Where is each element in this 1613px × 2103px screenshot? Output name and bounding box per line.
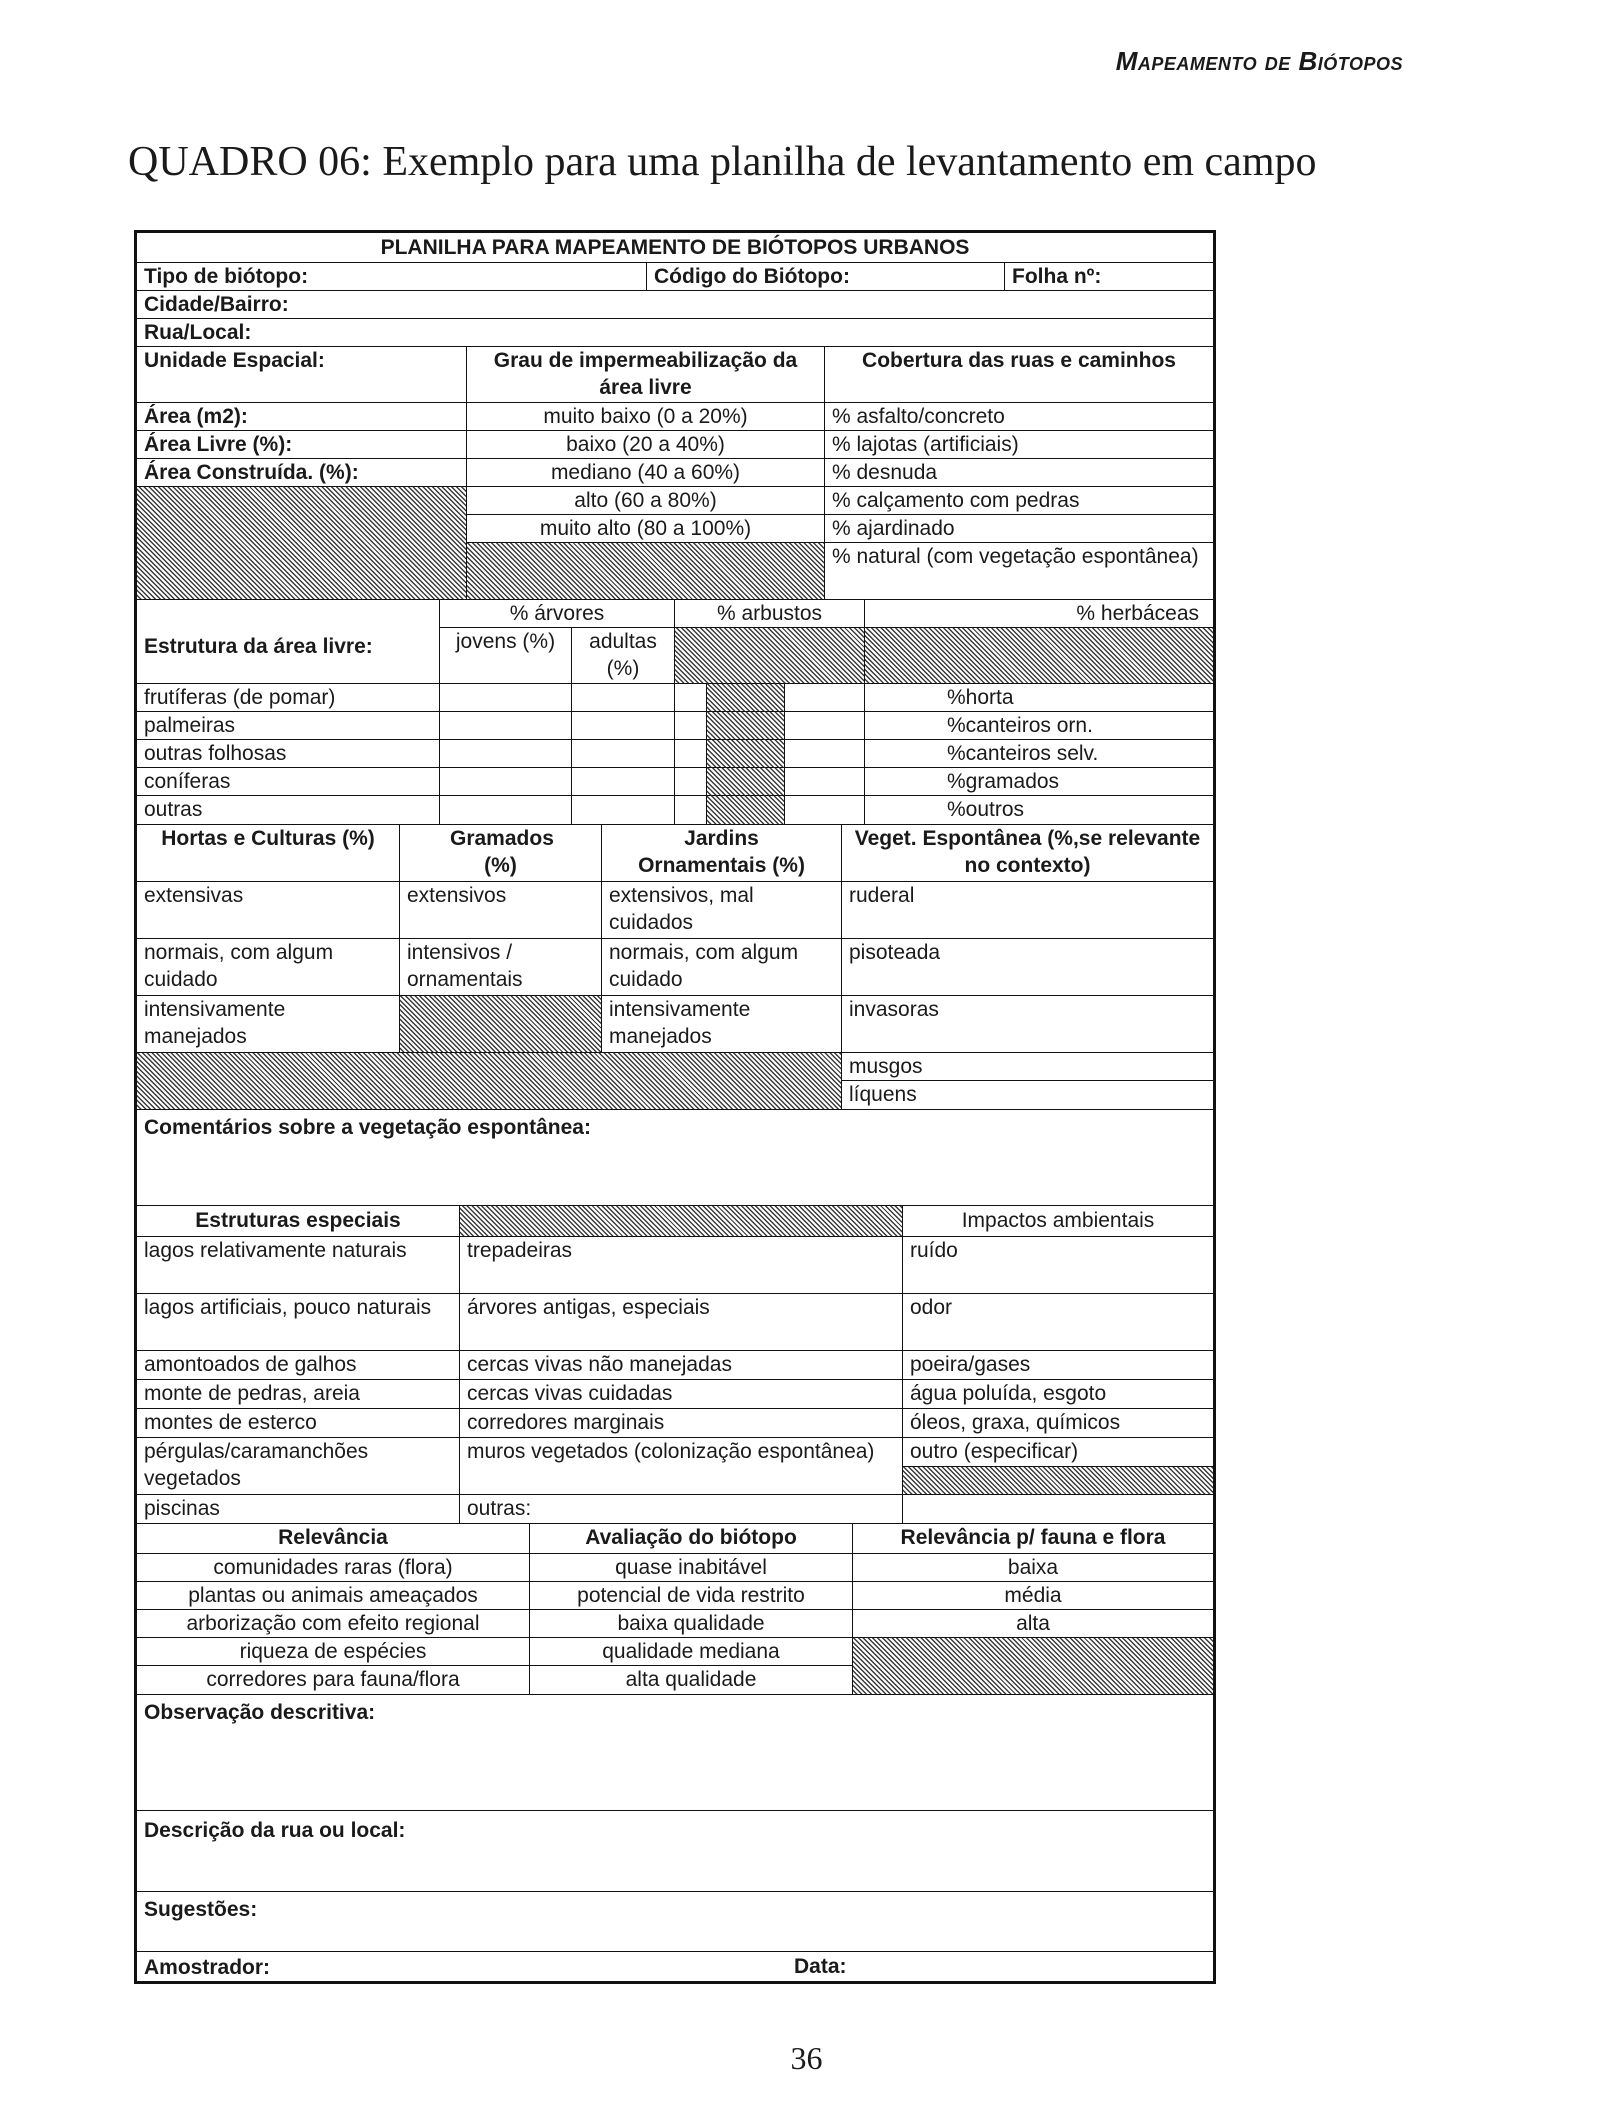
arbustos-col <box>675 684 865 824</box>
estruturas-row <box>137 1237 1213 1294</box>
estruturas-header: Estruturas especiais <box>137 1206 460 1236</box>
hortas-option[interactable]: intensivamente manejados <box>137 996 400 1052</box>
tipo-biotopo-field[interactable]: Tipo de biótopo: <box>137 263 647 290</box>
estruturas-row <box>137 1438 1213 1495</box>
herb-type: %gramados <box>865 768 1213 796</box>
avaliacao-option[interactable]: potencial de vida restrito <box>530 1582 852 1610</box>
fauna-option[interactable]: média <box>853 1582 1213 1610</box>
herbaceas-header <box>865 600 1213 683</box>
estrutura-option[interactable]: piscinas <box>137 1495 460 1523</box>
cobertura-option[interactable]: % desnuda <box>825 459 1213 487</box>
estruturas-row <box>137 1409 1213 1438</box>
arvores-header <box>440 600 675 683</box>
tipo-row <box>137 263 1213 291</box>
sugestoes-field[interactable]: Sugestões: <box>144 1898 258 1921</box>
gramados-option[interactable]: extensivos <box>400 882 602 938</box>
relevancia-option[interactable]: comunidades raras (flora) <box>137 1554 529 1582</box>
estrutura-option[interactable]: corredores marginais <box>460 1409 903 1437</box>
tree-types-col <box>137 684 440 824</box>
cidade-bairro-field[interactable]: Cidade/Bairro: <box>144 293 289 316</box>
musgos-col <box>842 1053 1213 1109</box>
fauna-col <box>853 1554 1213 1694</box>
unidade-col <box>137 347 467 599</box>
impacto-option[interactable]: água poluída, esgoto <box>910 1382 1107 1405</box>
cobertura-col <box>825 347 1213 599</box>
estruturas-row <box>137 1294 1213 1351</box>
vegetation-row <box>137 939 1213 996</box>
impacto-option[interactable]: ruído <box>910 1239 958 1262</box>
estrutura-header-row <box>137 600 1213 684</box>
jovens-cell[interactable] <box>440 768 571 796</box>
estrutura-rows <box>137 684 1213 825</box>
sugestoes-row <box>137 1892 1213 1952</box>
adultas-cell[interactable] <box>572 712 674 740</box>
relevancia-option[interactable]: arborização com efeito regional <box>137 1610 529 1638</box>
adultas-cell[interactable] <box>572 740 674 768</box>
relevancia-header: Relevância <box>137 1524 530 1553</box>
hortas-option[interactable]: extensivas <box>137 882 400 938</box>
observacao-row <box>137 1695 1213 1811</box>
adultas-cell[interactable] <box>572 684 674 712</box>
impacto-option[interactable]: óleos, graxa, químicos <box>910 1411 1121 1434</box>
tree-type: palmeiras <box>137 712 439 740</box>
grau-option[interactable]: muito alto (80 a 100%) <box>467 515 824 543</box>
fauna-hatch <box>853 1638 1213 1694</box>
amostrador-field[interactable]: Amostrador: <box>144 1956 271 1979</box>
estrutura-option[interactable]: cercas vivas não manejadas <box>460 1351 903 1379</box>
herb-type: %horta <box>865 684 1213 712</box>
cobertura-option[interactable]: % calçamento com pedras <box>825 487 1213 515</box>
impactos-hatch <box>903 1466 1213 1494</box>
arvores-label: % árvores <box>440 600 674 628</box>
avaliacao-option[interactable]: qualidade mediana <box>530 1638 852 1666</box>
jovens-label: jovens (%) <box>440 628 572 683</box>
tree-type: frutíferas (de pomar) <box>137 684 439 712</box>
estruturas-row <box>137 1351 1213 1380</box>
veget-option[interactable]: invasoras <box>849 998 939 1021</box>
estrutura-option[interactable]: trepadeiras <box>460 1237 903 1293</box>
avaliacao-option[interactable]: baixa qualidade <box>530 1610 852 1638</box>
jardins-option[interactable]: intensivamente manejados <box>602 996 842 1052</box>
hortas-header: Hortas e Culturas (%) <box>137 825 400 881</box>
herb-type: %canteiros orn. <box>865 712 1213 740</box>
cobertura-option[interactable]: % asfalto/concreto <box>825 403 1213 431</box>
estruturas-header-row <box>137 1206 1213 1237</box>
cobertura-option[interactable]: % ajardinado <box>825 515 1213 543</box>
relevancia-body <box>137 1554 1213 1695</box>
jovens-col[interactable] <box>440 684 572 824</box>
rua-row <box>137 319 1213 347</box>
area-livre-field[interactable]: Área Livre (%): <box>137 431 466 459</box>
estrutura-option[interactable]: monte de pedras, areia <box>137 1380 460 1408</box>
outras-field[interactable]: outras: <box>460 1495 903 1523</box>
avaliacao-col <box>530 1554 853 1694</box>
data-field[interactable]: Data: <box>794 1955 847 1978</box>
vegetation-row <box>137 882 1213 939</box>
grau-option[interactable]: baixo (20 a 40%) <box>467 431 824 459</box>
quadro-title: QUADRO 06: Exemplo para uma planilha de levantamento em campo <box>128 139 1317 185</box>
veget-option[interactable]: ruderal <box>849 884 915 907</box>
rua-local-field[interactable]: Rua/Local: <box>144 321 252 344</box>
estrutura-option[interactable]: lagos artificiais, pouco naturais <box>137 1294 460 1350</box>
estrutura-option[interactable]: lagos relativamente naturais <box>137 1237 460 1293</box>
estrutura-option[interactable]: muros vegetados (colonização espontânea) <box>460 1438 903 1494</box>
grau-option[interactable]: muito baixo (0 a 20%) <box>467 403 824 431</box>
fauna-header: Relevância p/ fauna e flora <box>900 1526 1166 1549</box>
folha-field[interactable]: Folha nº: <box>1012 265 1102 288</box>
tree-type: coníferas <box>137 768 439 796</box>
veget-header: Veget. Espontânea (%,se relevante no contexto) <box>854 827 1201 877</box>
impacto-empty <box>903 1495 1213 1523</box>
arbustos-label: % arbustos <box>675 600 864 628</box>
grau-col <box>467 347 825 599</box>
vegetation-hatch <box>137 1053 842 1109</box>
herb-type: %canteiros selv. <box>865 740 1213 768</box>
adultas-cell[interactable] <box>572 796 674 824</box>
avaliacao-option[interactable]: alta qualidade <box>625 1668 757 1691</box>
cobertura-header: Cobertura das ruas e caminhos <box>825 347 1213 403</box>
estruturas-hatch <box>460 1206 903 1236</box>
relevancia-col <box>137 1554 530 1694</box>
impacto-last-col <box>903 1438 1213 1494</box>
grau-header: Grau de impermeabilização da área livre <box>467 347 824 403</box>
arbustos-header <box>675 600 865 683</box>
jardins-option[interactable]: normais, com algum cuidado <box>602 939 842 995</box>
veget-option[interactable]: pisoteada <box>849 941 941 964</box>
impacto-option[interactable]: odor <box>910 1296 953 1319</box>
tree-type: outras <box>144 798 203 821</box>
estrutura-label: Estrutura da área livre: <box>137 600 440 683</box>
gramados-header: Gramados (%) <box>400 825 602 881</box>
grau-option[interactable]: alto (60 a 80%) <box>467 487 824 515</box>
avaliacao-option[interactable]: quase inabitável <box>530 1554 852 1582</box>
jovens-cell[interactable] <box>440 796 571 824</box>
jardins-header: Jardins Ornamentais (%) <box>602 825 842 881</box>
unidade-block <box>137 347 1213 600</box>
area-construida-field[interactable]: Área Construída. (%): <box>137 459 466 487</box>
adultas-col[interactable] <box>572 684 675 824</box>
cobertura-option[interactable]: % natural (com vegetação espontânea) <box>832 545 1199 568</box>
grau-hatch <box>467 543 824 599</box>
herb-types-col <box>865 684 1213 824</box>
fauna-option[interactable]: alta <box>853 1610 1213 1638</box>
vegetation-header-row <box>137 825 1213 882</box>
arbustos-hatch <box>675 628 864 683</box>
avaliacao-header: Avaliação do biótopo <box>530 1524 853 1553</box>
jovens-cell[interactable] <box>440 740 571 768</box>
relevancia-option[interactable]: riqueza de espécies <box>137 1638 529 1666</box>
area-field[interactable]: Área (m2): <box>137 403 466 431</box>
estrutura-option[interactable]: árvores antigas, especiais <box>460 1294 903 1350</box>
estrutura-option[interactable]: cercas vivas cuidadas <box>460 1380 903 1408</box>
jovens-cell[interactable] <box>440 712 571 740</box>
descricao-field[interactable]: Descrição da rua ou local: <box>144 1819 406 1842</box>
herbaceas-label: % herbáceas <box>865 600 1213 628</box>
hortas-option[interactable]: normais, com algum cuidado <box>137 939 400 995</box>
relevancia-option[interactable]: corredores para fauna/flora <box>206 1668 460 1691</box>
grau-option[interactable]: mediano (40 a 60%) <box>467 459 824 487</box>
jovens-cell[interactable] <box>440 684 571 712</box>
descricao-row <box>137 1811 1213 1892</box>
estrutura-option[interactable]: montes de esterco <box>137 1409 460 1437</box>
tree-type: outras folhosas <box>137 740 439 768</box>
impacto-option[interactable]: outro (especificar) <box>910 1440 1079 1463</box>
veget-option[interactable]: musgos <box>842 1053 1213 1081</box>
veget-option[interactable]: líquens <box>849 1083 917 1106</box>
relevancia-header-row <box>137 1524 1213 1554</box>
unidade-hatch <box>137 487 466 599</box>
comentarios-row <box>137 1110 1213 1206</box>
observacao-field[interactable]: Observação descritiva: <box>144 1701 376 1724</box>
cidade-row <box>137 291 1213 319</box>
jardins-option[interactable]: extensivos, mal cuidados <box>602 882 842 938</box>
fauna-option[interactable]: baixa <box>853 1554 1213 1582</box>
relevancia-option[interactable]: plantas ou animais ameaçados <box>137 1582 529 1610</box>
impactos-header: Impactos ambientais <box>961 1209 1155 1232</box>
impacto-option[interactable]: poeira/gases <box>910 1353 1031 1376</box>
form-heading-row <box>137 233 1213 263</box>
herb-type: %outros <box>947 798 1025 821</box>
estruturas-row <box>137 1380 1213 1409</box>
gramados-option[interactable]: intensivos / ornamentais <box>400 939 602 995</box>
adultas-label: adultas (%) <box>589 630 657 680</box>
estrutura-option[interactable]: amontoados de galhos <box>137 1351 460 1379</box>
amostrador-row <box>137 1952 1213 1981</box>
gramados-hatch <box>400 996 602 1052</box>
page-number: 36 <box>790 2040 823 2076</box>
vegetation-row-last <box>137 1053 1213 1110</box>
comentarios-field[interactable]: Comentários sobre a vegetação espontânea: <box>144 1116 591 1139</box>
cobertura-option[interactable]: % lajotas (artificiais) <box>825 431 1213 459</box>
estrutura-option[interactable]: pérgulas/caramanchões vegetados <box>137 1438 460 1494</box>
codigo-biotopo-field[interactable]: Código do Biótopo: <box>647 263 1005 290</box>
field-survey-form <box>134 230 1216 1984</box>
running-head: Mapeamento de Biótopos <box>1115 46 1403 76</box>
vegetation-row <box>137 996 1213 1053</box>
unidade-espacial-label: Unidade Espacial: <box>137 347 466 403</box>
estruturas-row <box>137 1495 1213 1524</box>
adultas-cell[interactable] <box>572 768 674 796</box>
form-heading: PLANILHA PARA MAPEAMENTO DE BIÓTOPOS URBANOS <box>380 236 970 259</box>
herbaceas-hatch <box>865 628 1213 683</box>
